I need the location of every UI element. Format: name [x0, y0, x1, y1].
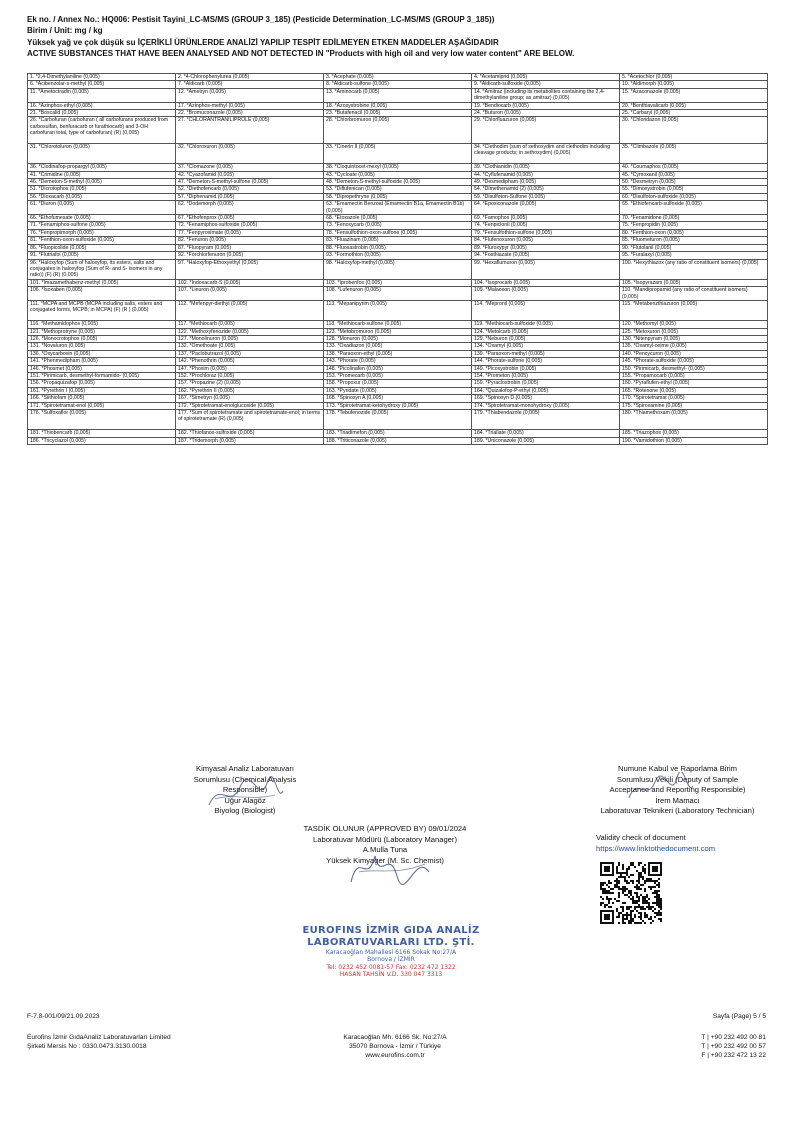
sig-left-line: Kimyasal Analiz Laboratuvarı	[196, 764, 294, 773]
substance-cell: 181. *Thiobencarb (0,005)	[28, 430, 176, 437]
footer-website: www.eurofins.com.tr	[365, 1052, 425, 1059]
substance-cell: 57. *Diphenamid (0,005)	[176, 193, 324, 200]
table-row	[28, 259, 768, 279]
substance-cell: 160. *Pyraflufen-ethyl (0,005)	[620, 380, 768, 387]
substance-cell: 119. *Methiocarb-sulfoxide (0,005)	[472, 321, 620, 328]
table-row	[28, 343, 768, 350]
report-header	[27, 14, 767, 60]
substance-cell: 58. *Dipropethryne (0,005)	[324, 193, 472, 200]
substance-cell: 73. *Fenoxycarb (0,005)	[324, 222, 472, 229]
substance-cell: 35. *Climbazole (0,005)	[620, 144, 768, 164]
substance-cell: 99. *Hexaflumuron (0,005)	[472, 259, 620, 279]
table-row	[28, 410, 768, 430]
substance-cell: 42. *Cyazofamid (0,005)	[176, 171, 324, 178]
footer-phone: T | +90 232 492 00 81	[701, 1034, 766, 1041]
substance-cell: 21. *Boscalid (0,005)	[28, 110, 176, 117]
substance-cell: 77. *Fenpyroximate (0,005)	[176, 229, 324, 236]
substances-table	[27, 73, 768, 445]
substance-cell: 176. *Sulfoxaflor (0,005)	[28, 410, 176, 430]
substance-cell: 27. *CHLORANTRANILIPROLE (0,005)	[176, 117, 324, 144]
qr-code-icon	[600, 862, 662, 924]
company-stamp	[296, 925, 486, 979]
substance-cell: 48. *Demeton-S-methyl-sulfoxide (0,005)	[324, 179, 472, 186]
substance-cell: 88. *Fluoxastrobin (0,005)	[324, 244, 472, 251]
substance-cell: 87. *Fluopyram (0,005)	[176, 244, 324, 251]
table-row	[28, 335, 768, 342]
substance-cell: 45. *Cymoxanil (0,005)	[620, 171, 768, 178]
stamp-line: EUROFINS İZMİR GIDA ANALİZ	[302, 925, 480, 936]
table-row	[28, 350, 768, 357]
substance-cell: 71. *Fenamiphos-sulfone (0,005)	[28, 222, 176, 229]
substance-cell: 89. *Fluroxypyr (0,005)	[472, 244, 620, 251]
substance-cell: 13. *Aminocarb (0,005)	[324, 88, 472, 102]
substance-cell: 86. *Fluopicolide (0,005)	[28, 244, 176, 251]
substance-cell: 6. *Acibenzolar-s-methyl (0,005)	[28, 81, 176, 88]
table-row	[28, 252, 768, 259]
substance-cell: 140. *Pencycuron (0,005)	[620, 350, 768, 357]
substance-cell: 47. *Demeton-S-methyl-sulfone (0,005)	[176, 179, 324, 186]
substance-cell: 68. *Etoxazole (0,005)	[324, 215, 472, 222]
footer-mersis: Şirketi Mersis No : 0330.0473.3130.0018	[27, 1043, 147, 1050]
substance-cell: 39. *Clothianidin (0,005)	[472, 164, 620, 171]
substance-cell: 16. *Azinphos-ethyl (0,005)	[28, 102, 176, 109]
substance-cell: 133. *Oxadiazon (0,005)	[324, 343, 472, 350]
substance-cell: 28. *Chlorbromuron (0,005)	[324, 117, 472, 144]
stamp-tax: HASAN TAHSİN V.D. 330 047 3313	[339, 971, 443, 979]
stamp-address: Karacaoğlan Mahallesi 6166 Sokak No:27/A	[325, 949, 457, 956]
substance-cell: 41. *Crimidine (0,005)	[28, 171, 176, 178]
substance-cell: 173. *Spirotetramat-ketohydroxy (0,005)	[324, 402, 472, 409]
footer-fax: F | +90 232 472 13 22	[701, 1052, 766, 1059]
substance-cell: 147. *Phoxim (0,005)	[176, 365, 324, 372]
substance-cell: 17. *Azinphos-methyl (0,005)	[176, 102, 324, 109]
sig-right-name: İrem Mamacı	[655, 795, 700, 805]
substance-cell: 129. *Neburon (0,005)	[472, 335, 620, 342]
table-row	[28, 321, 768, 328]
substance-cell: 54. *Dimethenamid (2) (0,005)	[472, 186, 620, 193]
approval-name: A.Mulla Tuna	[362, 845, 408, 855]
substance-cell: 26. *Carbofuran (carbofuran ( all carbofurans produced from carbosulfan, benfuracarb or furathiocarb) and 3-OH carbofuran total, type of carbofuran) (R) (0,005)	[28, 117, 176, 144]
substance-cell: 37. *Clomazone (0,005)	[176, 164, 324, 171]
substance-cell: 127. *Monolinuron (0,005)	[176, 335, 324, 342]
substance-cell: 38. *Cloquintocet-mexyl (0,005)	[324, 164, 472, 171]
substance-cell: 36. *Clodinafop-propargyl (0,005)	[28, 164, 176, 171]
substance-cell: 174. *Spirotetramat-monohydroxy (0,005)	[472, 402, 620, 409]
substance-cell: 5. *Acetochlor (0,005)	[620, 74, 768, 81]
signature-scribble-center	[345, 842, 435, 892]
approval-title: Yüksek Kimyager (M. Sc. Chemist)	[326, 855, 444, 865]
substance-cell: 55. *Dimoxystrobin (0,005)	[620, 186, 768, 193]
substance-cell: 50. *Desmetryn (0,005)	[620, 179, 768, 186]
substance-cell: 81. *Fenthion-oxon-sulfoxide (0,005)	[28, 237, 176, 244]
substance-cell: 168. *Spinosyn A (0,005)	[324, 395, 472, 402]
substance-cell: 83. *Fluazinam (0,005)	[324, 237, 472, 244]
substance-cell: 121. *Methoprotryne (0,005)	[28, 328, 176, 335]
substance-cell: 154. *Prometon (0,005)	[472, 372, 620, 379]
substance-cell: 49. *Desmedipham (0,005)	[472, 179, 620, 186]
table-row	[28, 372, 768, 379]
substance-cell: 118. *Methiocarb-sulfone (0,005)	[324, 321, 472, 328]
substance-cell: 132. *Omethoate (0,005)	[176, 343, 324, 350]
substance-cell: 93. *Formothion (0,005)	[324, 252, 472, 259]
substance-cell: 184. *Triallate (0,005)	[472, 430, 620, 437]
sig-left-line: Sorumlusu (Chemical Analysis	[193, 774, 297, 784]
table-row	[28, 328, 768, 335]
substance-cell: 61. *Diuron (0,005)	[28, 201, 176, 215]
stamp-phone: Tel: 0232 452 0081-57 Fax: 0232 472 1322	[326, 963, 456, 971]
substance-cell: 70. *Fenamidone (0,005)	[620, 215, 768, 222]
table-row	[28, 164, 768, 171]
substance-cell: 8. *Aldicarb-sulfone (0,005)	[324, 81, 472, 88]
substance-cell: 172. *Spirotetramat-enolglucoside (0,005)	[176, 402, 324, 409]
table-row	[28, 74, 768, 81]
substance-cell: 135. *Oxamyl-oxime (0,005)	[620, 343, 768, 350]
substance-cell: 123. *Metobromuron (0,005)	[324, 328, 472, 335]
substance-cell: 14. *Amitraz (including its metabolites containing the 2,4-dimethylaniline group; as amitraz) (0,005)	[472, 88, 620, 102]
substance-cell: 104. *Isoprocarb (0,005)	[472, 279, 620, 286]
substance-cell: 101. *Imazamethabenz-methyl (0,005)	[28, 279, 176, 286]
substance-cell: 94. *Fosthiazate (0,005)	[472, 252, 620, 259]
substance-cell: 74. *Fenpiclonil (0,005)	[472, 222, 620, 229]
substance-cell: 113. *Mepanipyrim (0,005)	[324, 300, 472, 320]
substance-cell: 67. *Ethofenprox (0,005)	[176, 215, 324, 222]
substance-cell: 96. *Haloxyfop (Sum of haloxyfop, its esters, salts and conjugates in haloxyfop (Sum of R- and S- isomers in any ratio)) (F) (R) (0,005)	[28, 259, 176, 279]
table-row	[28, 229, 768, 236]
substance-cell: 158. *Propoxur (0,005)	[324, 380, 472, 387]
substance-cell: 3. *Acephate (0,005)	[324, 74, 472, 81]
substance-cell: 169. *Spinosyn D (0,005)	[472, 395, 620, 402]
substance-cell: 51. *Dicrotophos (0,005)	[28, 186, 176, 193]
substance-cell: 149. *Picoxystrobin (0,005)	[472, 365, 620, 372]
sig-left-title: Biyolog (Biologist)	[214, 806, 276, 816]
substance-cell: 131. *Novaluron (0,005)	[28, 343, 176, 350]
substance-cell: 64. *Epoxiconazole (0,005)	[472, 201, 620, 215]
table-row	[28, 287, 768, 301]
signature-scribble-right	[625, 772, 695, 808]
substance-cell: 137. *Paclobutrazol (0,005)	[176, 350, 324, 357]
substance-cell: 46. *Demeton-S-methyl (0,005)	[28, 179, 176, 186]
annex-line: Ek no. / Annex No.: HQ006: Pestisit Tayini_LC-MS/MS (GROUP 3_185) (Pesticide Determination_LC-MS/MS (GROUP 3_185))	[27, 15, 495, 24]
turkish-heading: Yüksek yağ ve çok düşük su İÇERİKLİ ÜRÜNLERDE ANALİZİ YAPILIP TESPİT EDİLMEYEN ETKEN MADDELER AŞAĞIDADIR	[27, 37, 499, 47]
approval-line: Laboratuvar Müdürü (Laboratory Manager)	[313, 834, 457, 844]
substance-cell: 156. *Propaquizafop (0,005)	[28, 380, 176, 387]
substance-cell: 107. *Linuron (0,005)	[176, 287, 324, 301]
table-row	[28, 237, 768, 244]
substance-cell: 20. *Benthiavalicarb (0,005)	[620, 102, 768, 109]
substance-cell: 182. *Thiofanox-sulfoxide (0,005)	[176, 430, 324, 437]
substance-cell: 126. *Monocrotophos (0,005)	[28, 335, 176, 342]
table-row	[28, 201, 768, 215]
table-row	[28, 117, 768, 144]
substance-cell: 62. *Dodemorph (0,005)	[176, 201, 324, 215]
substance-cell: 43. *Cycloate (0,005)	[324, 171, 472, 178]
substance-cell: 79. *Fensulfothion-sulfone (0,005)	[472, 229, 620, 236]
substance-cell: 183. *Triadimefon (0,005)	[324, 430, 472, 437]
substance-cell: 105. *Isopyrazam (0,005)	[620, 279, 768, 286]
substance-cell: 143. *Phorate (0,005)	[324, 358, 472, 365]
substance-cell: 186. *Tricyclazol (0,005)	[28, 437, 176, 444]
substance-cell: 164. *Quizalofop-P-ethyl (0,005)	[472, 387, 620, 394]
substance-cell: 2. *4-Chlorophenylurea (0,005)	[176, 74, 324, 81]
substance-cell: 75. *Fenpropidin (0,005)	[620, 222, 768, 229]
form-code: F-7.8-001/09/21.09.2023	[27, 1013, 100, 1020]
substance-cell: 138. *Paraoxon-ethyl (0,005)	[324, 350, 472, 357]
substance-cell: 103. *Iprobenfos (0,005)	[324, 279, 472, 286]
substance-cell: 33. *Cinerin II (0,005)	[324, 144, 472, 164]
footer-city: 35070 Bornova - İzmir / Türkiye	[349, 1043, 441, 1050]
substance-cell: 124. *Metolcarb (0,005)	[472, 328, 620, 335]
substance-cell: 1. *2,4-Dimethylaniline (0,005)	[28, 74, 176, 81]
sig-right-line: Acceptance and Reporting Responsible)	[609, 785, 746, 795]
substance-cell: 66. *Ethofumesate (0,005)	[28, 215, 176, 222]
substance-cell: 145. *Phorate-sulfoxide (0,005)	[620, 358, 768, 365]
substance-cell: 150. *Pirimicarb, desmethyl- (0,005)	[620, 365, 768, 372]
substance-cell: 187. *Tridemorph (0,005)	[176, 437, 324, 444]
substance-cell: 44. *Cyflufenamid (0,005)	[472, 171, 620, 178]
table-row	[28, 430, 768, 437]
substance-cell: 153. *Promecarb (0,005)	[324, 372, 472, 379]
substance-cell: 19. *Bendiocarb (0,005)	[472, 102, 620, 109]
substance-cell: 162. *Pyrethrin II (0,005)	[176, 387, 324, 394]
substance-cell: 82. *Fenuron (0,005)	[176, 237, 324, 244]
table-row	[28, 380, 768, 387]
substance-cell: 110. *Mandipropamid (any ratio of constituent isomers) (0,005)	[620, 287, 768, 301]
substance-cell: 95. *Furalaxyl (0,005)	[620, 252, 768, 259]
substances-table-body	[28, 74, 768, 445]
footer-phone: T | +90 232 492 00 57	[701, 1043, 766, 1050]
substance-cell: 108. *Lufenuron (0,005)	[324, 287, 472, 301]
substance-cell: 151. *Pirimicarb, desmethyl-formamido- (0,005)	[28, 372, 176, 379]
footer-company-name: Eurofins İzmir GıdaAnaliz Laboratuvarları Limited	[27, 1034, 171, 1041]
substance-cell: 52. *Diethofencarb (0,005)	[176, 186, 324, 193]
substance-cell: 22. *Bromuconazole (0,005)	[176, 110, 324, 117]
table-row	[28, 437, 768, 444]
substance-cell: 65. *Ethiofencarb-sulfoxide (0,005)	[620, 201, 768, 215]
table-row	[28, 102, 768, 109]
substance-cell: 24. *Buturon (0,005)	[472, 110, 620, 117]
substance-cell: 53. *Diflufenican (0,005)	[324, 186, 472, 193]
substance-cell: 32. *Chloroxuron (0,005)	[176, 144, 324, 164]
substance-cell: 90. *Flutolanil (0,005)	[620, 244, 768, 251]
table-row	[28, 215, 768, 222]
substance-cell: 165. *Rotenone (0,005)	[620, 387, 768, 394]
substance-cell: 106. *Isoxaben (0,005)	[28, 287, 176, 301]
sig-right-title: Laboratuvar Teknikeri (Laboratory Technician)	[600, 806, 755, 816]
substance-cell: 100. *Hexythiazox (any ratio of constituent isomers) (0,005)	[620, 259, 768, 279]
substance-cell: 189. *Uniconazole (0,005)	[472, 437, 620, 444]
substance-cell: 155. *Propamocarb (0,005)	[620, 372, 768, 379]
substance-cell: 159. *Pyraclostrobin (0,005)	[472, 380, 620, 387]
substance-cell: 136. *Oxycarboxin (0,005)	[28, 350, 176, 357]
substance-cell: 180. *Thiamethoxam (0,005)	[620, 410, 768, 430]
sig-left-name: Uğur Alagöz	[224, 795, 266, 805]
substance-cell: 166. *Siithiofam (0,005)	[28, 395, 176, 402]
substance-cell: 152. *Prochloraz (0,005)	[176, 372, 324, 379]
substance-cell: 134. *Oxamyl (0,005)	[472, 343, 620, 350]
validity-link[interactable]: https://www.linktothedocument.com	[596, 844, 716, 853]
substance-cell: 171. *Spirotetramat-enol (0,005)	[28, 402, 176, 409]
table-row	[28, 300, 768, 320]
substance-cell: 18. *Azoxystrobine (0,005)	[324, 102, 472, 109]
table-row	[28, 110, 768, 117]
substance-cell: 163. *Pyridate (0,005)	[324, 387, 472, 394]
substance-cell: 78. *Fensulfothion-oxon-sulfone (0,005)	[324, 229, 472, 236]
substance-cell: 139. *Paraoxon-methyl (0,005)	[472, 350, 620, 357]
table-row	[28, 365, 768, 372]
substance-cell: 148. *Picolinafen (0,005)	[324, 365, 472, 372]
table-row	[28, 171, 768, 178]
sig-right-line: Sorumlusu Vekili (Deputy of Sample	[616, 774, 739, 784]
substance-cell: 23. *Butafenacil (0,005)	[324, 110, 472, 117]
substance-cell: 60. *Disulfoton-sulfoxide (0,005)	[620, 193, 768, 200]
substance-cell: 10. *Aldimorph (0,005)	[620, 81, 768, 88]
substance-cell: 177. *Sum of spirotetramate and spirotetramate-enol; in terms of spirotetramate (R) (0,005)	[176, 410, 324, 430]
substance-cell: 130. *Nitenpyram (0,005)	[620, 335, 768, 342]
substance-cell: 125. *Metoxuron (0,005)	[620, 328, 768, 335]
substance-cell: 116. *Methamidophos (0,005)	[28, 321, 176, 328]
validity-label: Validity check of document	[596, 833, 686, 842]
substance-cell: 141. *Phenmedipham (0,005)	[28, 358, 176, 365]
english-heading: ACTIVE SUBSTANCES THAT HAVE BEEN ANALYSED AND NOT DETECTED IN "Products with high oil and very low water content" ARE BELOW.	[27, 49, 575, 59]
substance-cell: 4. *Acetamiprid (0,005)	[472, 74, 620, 81]
table-row	[28, 179, 768, 186]
sig-right-line: Numune Kabul ve Raporlama Birim	[617, 764, 738, 773]
table-row	[28, 186, 768, 193]
signature-scribble-left	[205, 775, 285, 815]
substance-cell: 175. *Spiroxamine (0,005)	[620, 402, 768, 409]
substance-cell: 112. *Mefenpyr-diethyl (0,005)	[176, 300, 324, 320]
substance-cell: 92. *Forchlorfenuron (0,005)	[176, 252, 324, 259]
substance-cell: 185. *Triazophos (0,005)	[620, 430, 768, 437]
substance-cell: 114. *Mepronil (0,005)	[472, 300, 620, 320]
substance-cell: 56. *Dioxacarb (0,005)	[28, 193, 176, 200]
table-row	[28, 402, 768, 409]
substance-cell: 115. *Metabenzthiazuron (0,005)	[620, 300, 768, 320]
substance-cell: 179. *Thiabendazole (0,005)	[472, 410, 620, 430]
substance-cell: 25. *Carbaryl (0,005)	[620, 110, 768, 117]
substance-cell: 109. *Malaoxon (0,005)	[472, 287, 620, 301]
substance-cell: 170. *Spirotetramat (0,005)	[620, 395, 768, 402]
substance-cell: 69. *Famophos (0,005)	[472, 215, 620, 222]
substance-cell: 146. *Phosmet (0,005)	[28, 365, 176, 372]
substance-cell: 30. *Chloridazon (0,005)	[620, 117, 768, 144]
substance-cell: 178. *Tebufenozide (0,005)	[324, 410, 472, 430]
table-row	[28, 279, 768, 286]
table-row	[28, 88, 768, 102]
substance-cell: 40. *Coumaphos (0,005)	[620, 164, 768, 171]
footer-street: Karacaoğlan Mh. 6166 Sk. No:27/A	[343, 1034, 447, 1041]
substance-cell: 9. *Aldicarb-sulfoxide (0,005)	[472, 81, 620, 88]
unit-line: Birim / Unit: mg / kg	[27, 26, 103, 36]
substance-cell: 63. *Emamectin Benzoat (Emamectin B1a, Emamectin B1b) (0,005)	[324, 201, 472, 215]
table-row	[28, 358, 768, 365]
substance-cell: 142. *Phenothrin (0,005)	[176, 358, 324, 365]
table-row	[28, 387, 768, 394]
substance-cell: 84. *Flufenoxuron (0,005)	[472, 237, 620, 244]
substance-cell: 190. *Vamidothion (0,005)	[620, 437, 768, 444]
substance-cell: 59. *Disulfoton-Sulfone (0,005)	[472, 193, 620, 200]
substance-cell: 80. *Fenthion-oxon (0,005)	[620, 229, 768, 236]
substance-cell: 85. *Fluometuron (0,005)	[620, 237, 768, 244]
substance-cell: 188. *Triticonazole (0,005)	[324, 437, 472, 444]
substance-cell: 12. *Ametryn (0,005)	[176, 88, 324, 102]
table-row	[28, 244, 768, 251]
substance-cell: 11. *Ametoctradin (0,005)	[28, 88, 176, 102]
sig-left-line: Responsible)	[222, 785, 268, 795]
substance-cell: 120. *Methomyl (0,005)	[620, 321, 768, 328]
substance-cell: 102. *Indoxacarb-S (0,005)	[176, 279, 324, 286]
footer-company	[27, 1033, 171, 1051]
footer-phones	[701, 1033, 766, 1060]
approval-line: TASDİK OLUNUR (APPROVED BY) 09/01/2024	[303, 824, 467, 833]
table-row	[28, 144, 768, 164]
substance-cell: 122. *Methoxyfenozide (0,005)	[176, 328, 324, 335]
stamp-line: LABORATUVARLARI LTD. ŞTİ.	[307, 937, 475, 948]
substance-cell: 117. *Methiocarb (0,005)	[176, 321, 324, 328]
substance-cell: 34. *Clethodim (sum of sethoxydim and clethodim including cleavage products; in sethoxydim) (0,005)	[472, 144, 620, 164]
substance-cell: 144. *Phorate-sulfone (0,005)	[472, 358, 620, 365]
table-row	[28, 81, 768, 88]
table-row	[28, 193, 768, 200]
substance-cell: 157. *Propazine (2) (0,005)	[176, 380, 324, 387]
substance-cell: 29. *Chlorfluazuron (0,005)	[472, 117, 620, 144]
substance-cell: 76. *Fenpropimorph (0,005)	[28, 229, 176, 236]
substance-cell: 72. *Fenamiphos-sulfoxide (0,005)	[176, 222, 324, 229]
page-number: Sayfa (Page) 5 / 5	[712, 1013, 766, 1020]
validity-check	[596, 832, 715, 854]
stamp-city: Bornova / İZMİR	[367, 956, 415, 964]
substance-cell: 97. *Haloxyfop-Ethoxyethyl (0,005)	[176, 259, 324, 279]
substance-cell: 91. *Flutriafol (0,005)	[28, 252, 176, 259]
substance-cell: 128. *Monuron (0,005)	[324, 335, 472, 342]
substance-cell: 161. *Pyrethrin I (0,005)	[28, 387, 176, 394]
substance-cell: 31. *Chlorotoluron (0,005)	[28, 144, 176, 164]
table-row	[28, 395, 768, 402]
substance-cell: 111. *MCPA and MCPB (MCPA including salts, esters and conjugated forms, MCPB; in MCPA) (F) (R ) (0,005)	[28, 300, 176, 320]
table-row	[28, 222, 768, 229]
substance-cell: 167. *Simetryn (0,005)	[176, 395, 324, 402]
footer-address	[300, 1033, 490, 1060]
substance-cell: 15. *Azaconazole (0,005)	[620, 88, 768, 102]
substance-cell: 98. *Haloxyfop-methyl (0,005)	[324, 259, 472, 279]
substance-cell: 7. *Aldicarb (0,005)	[176, 81, 324, 88]
